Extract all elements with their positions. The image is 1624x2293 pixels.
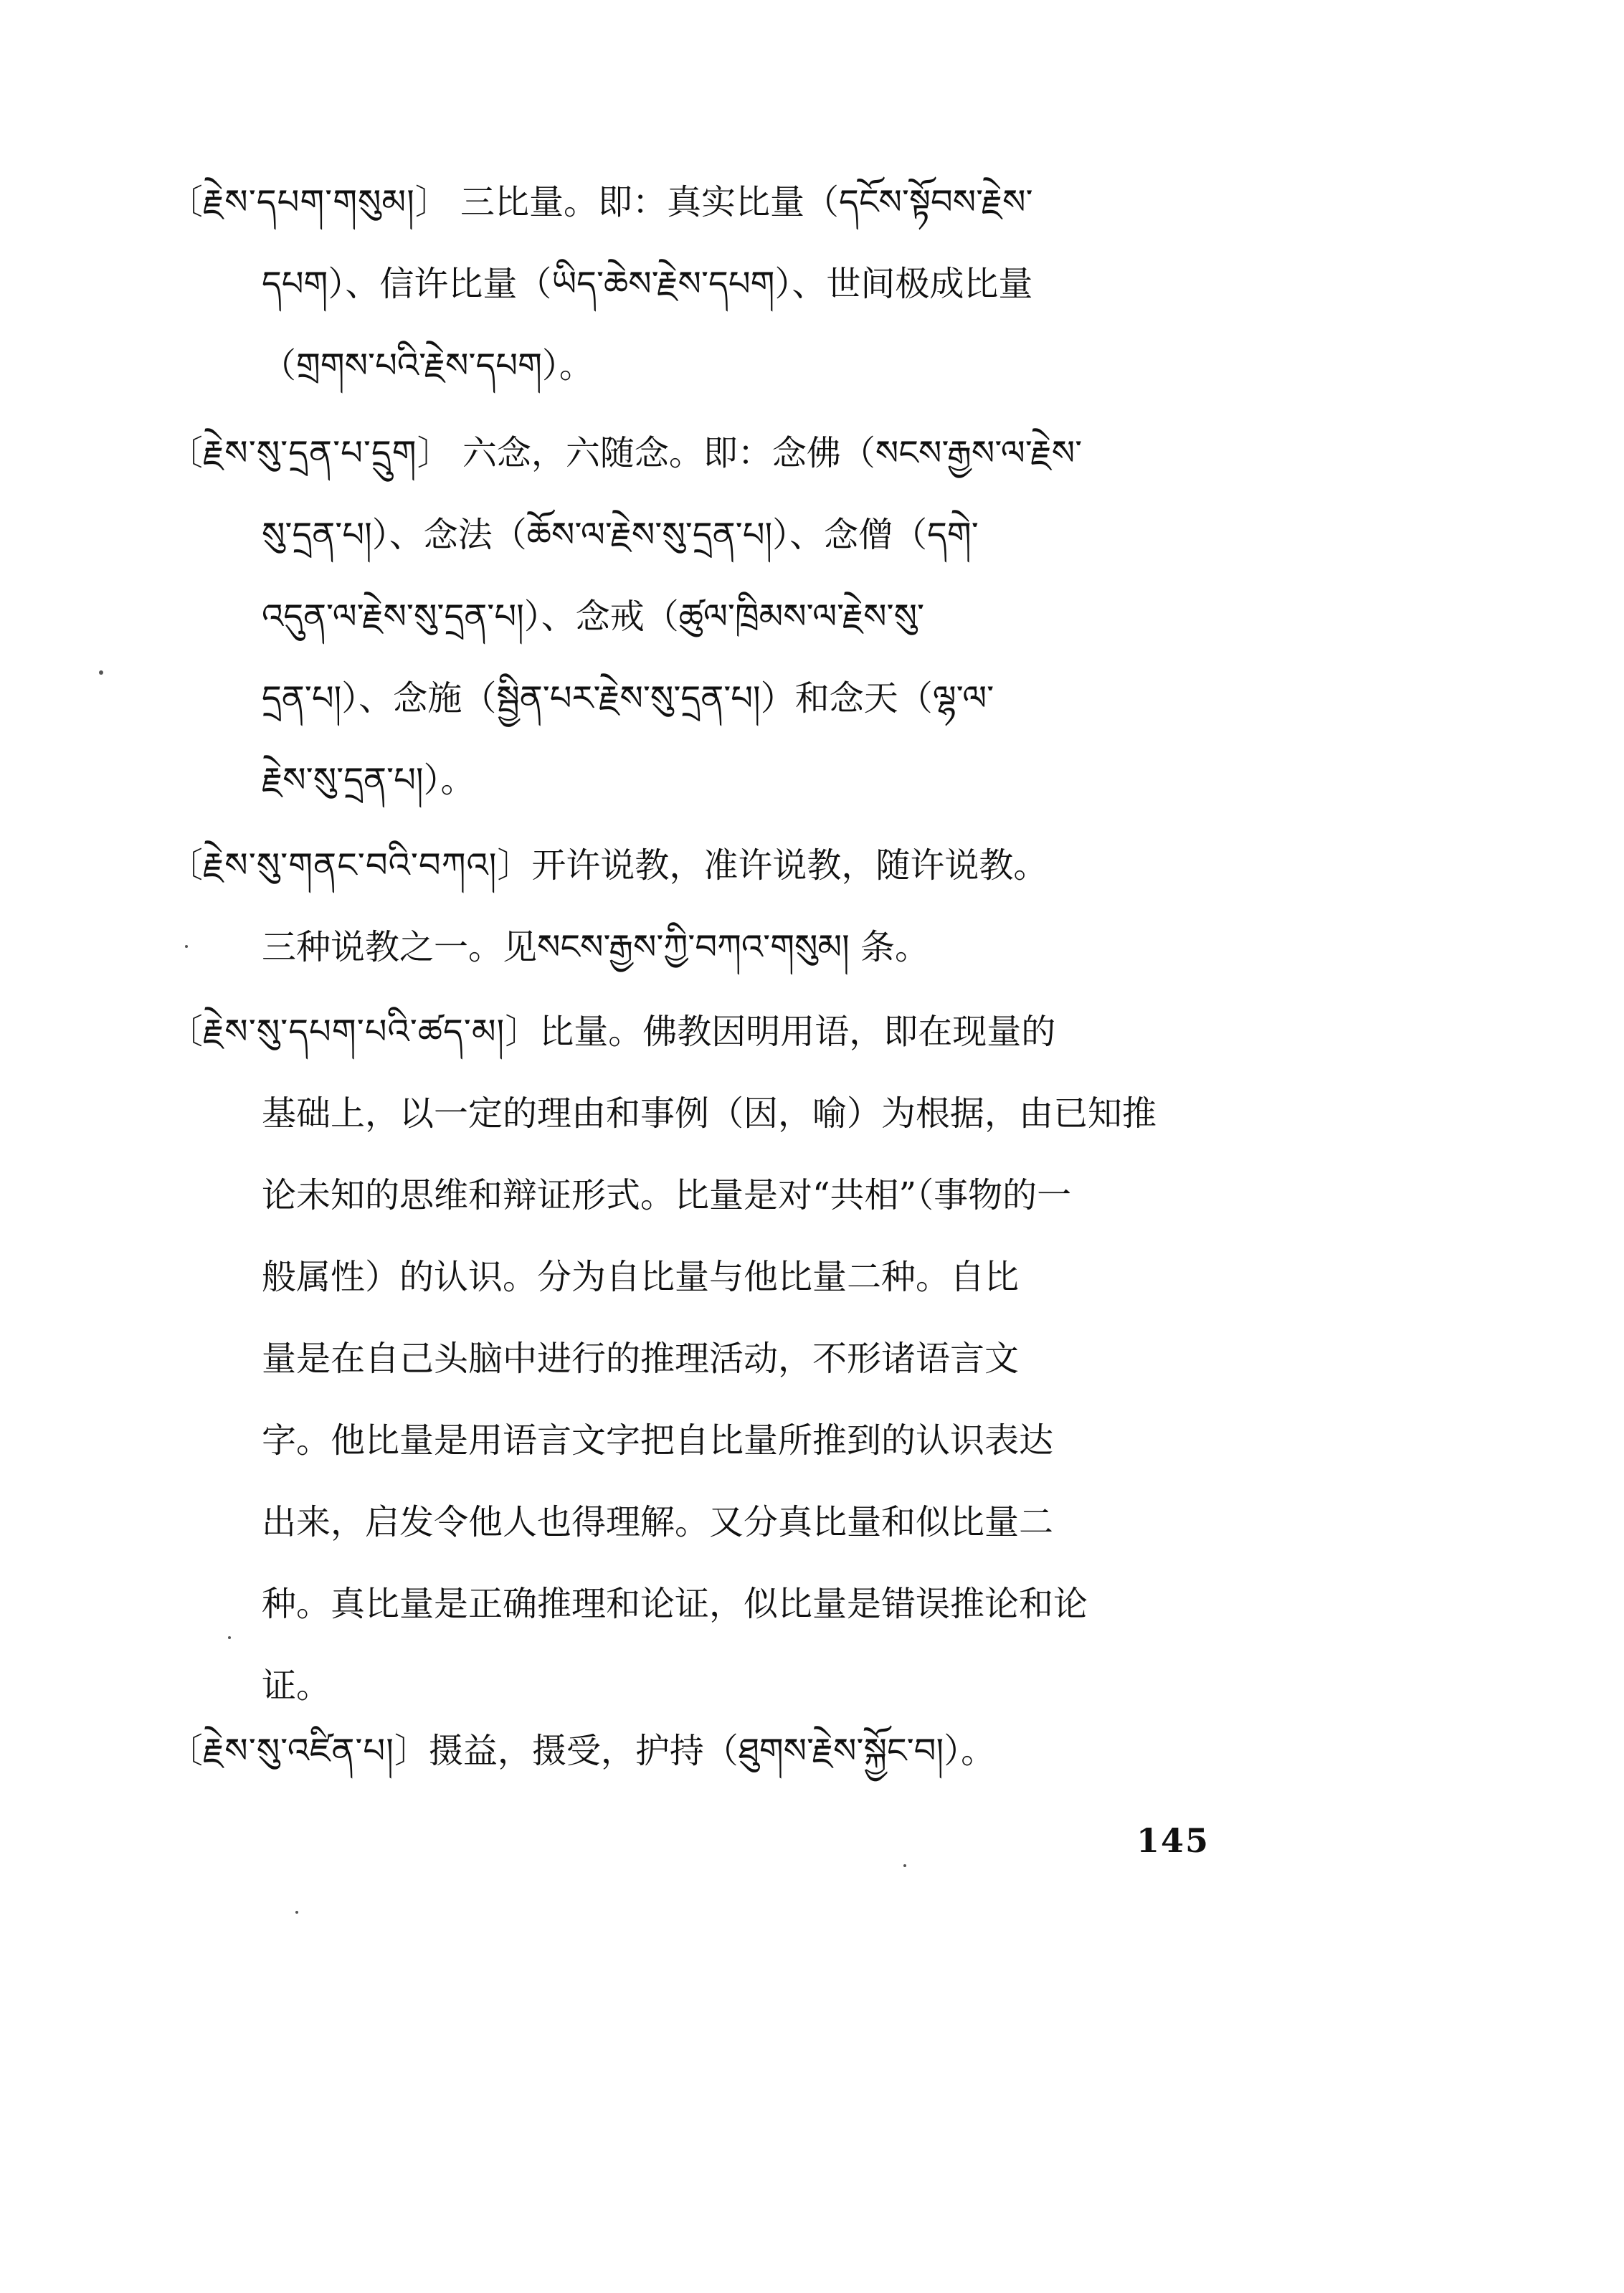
entry-text: 开许说教，准许说教，随许说教。	[531, 845, 1048, 886]
entry-headword: རྗེས་སུ་དྲན་པ་དྲུག	[203, 433, 417, 473]
entry-text: 摄益，摄受，护持（ཐུགས་རྗེས་སྐྱོང་བ།）。	[428, 1731, 996, 1771]
close-bracket: 〕	[394, 1731, 429, 1771]
entry-first-line	[168, 1710, 1258, 1792]
open-bracket: 〔	[168, 433, 204, 473]
entry-text: 三种说教之一。见སངས་རྒྱས་ཀྱི་བཀའ་གསུམ། 条。	[262, 927, 930, 967]
scan-speck	[99, 670, 103, 675]
scan-speck	[295, 1911, 298, 1914]
page-number: 145	[1136, 1821, 1210, 1860]
entry-text: （གྲགས་པའི་རྗེས་དཔག）。	[262, 346, 594, 386]
entry-first-line	[168, 825, 1258, 906]
entry-text: རྗེས་སུ་དྲན་པ།）。	[262, 760, 475, 800]
entry-text: 般属性）的认识。分为自比量与他比量二种。自比	[262, 1257, 1020, 1297]
entry-text: དྲན་པ།）、念施（སྦྱིན་པར་རྗེས་སུ་དྲན་པ།）和念天（ལྷ་ལ་	[262, 678, 994, 718]
entry-headword: རྗེས་དཔག་གསུམ།	[203, 182, 415, 222]
open-bracket: 〔	[168, 1731, 204, 1771]
dictionary-entry	[168, 161, 1258, 407]
entry-text: 三比量。即：真实比量（དངོས་སྟོབས་རྗེས་	[460, 182, 1033, 222]
entry-text: 基础上，以一定的理由和事例（因，喻）为根据，由已知推	[262, 1093, 1157, 1134]
entry-text: 出来，启发令他人也得理解。又分真比量和似比量二	[262, 1502, 1054, 1542]
scan-speck	[185, 945, 188, 948]
close-bracket: 〕	[414, 182, 450, 222]
entry-headword: རྗེས་སུ་གནང་བའི་བཀའ།	[203, 845, 498, 886]
entry-text: 证。	[262, 1666, 331, 1706]
entry-headword: རྗེས་སུ་དཔག་པའི་ཚད་མ།	[203, 1012, 505, 1052]
entry-text: 六念，六随念。即：念佛（སངས་རྒྱས་ལ་རྗེས་	[462, 433, 1083, 473]
entry-headword: རྗེས་སུ་འཛིན་པ།	[203, 1731, 394, 1771]
open-bracket: 〔	[168, 1012, 204, 1052]
close-bracket: 〕	[505, 1012, 540, 1052]
entry-text: འདུན་ལ་རྗེས་སུ་དྲན་པ།）、念戒（ཚུལ་ཁྲིམས་ལ་རྗེས་སུ་	[262, 597, 925, 637]
dictionary-entry	[168, 825, 1258, 988]
entry-first-line	[168, 412, 1258, 494]
dictionary-entry	[168, 1710, 1258, 1792]
scan-speck	[228, 1636, 231, 1639]
entry-text: སུ་དྲན་པ།）、念法（ཆོས་ལ་རྗེས་སུ་དྲན་པ།）、念僧（དགེ་	[262, 515, 979, 555]
entry-first-line	[168, 161, 1258, 243]
entry-text: 字。他比量是用语言文字把自比量所推到的认识表达	[262, 1420, 1054, 1461]
entry-text: 量是在自己头脑中进行的推理活动，不形诸语言文	[262, 1339, 1020, 1379]
entry-text: 论未知的思维和辩证形式。比量是对“共相”（事物的一	[262, 1175, 1072, 1215]
dictionary-entry	[168, 991, 1258, 1727]
close-bracket: 〕	[417, 433, 452, 473]
dictionary-entry	[168, 412, 1258, 821]
entry-text: 种。真比量是正确推理和论证，似比量是错误推论和论	[262, 1584, 1088, 1624]
entry-first-line	[168, 991, 1258, 1073]
entry-text: དཔག）、信许比量（ཡིད་ཆེས་རྗེས་དཔག）、世间极成比量	[262, 264, 1033, 304]
open-bracket: 〔	[168, 182, 204, 222]
open-bracket: 〔	[168, 845, 204, 886]
scan-speck	[903, 1864, 906, 1867]
close-bracket: 〕	[497, 845, 532, 886]
entry-text: 比量。佛教因明用语，即在现量的	[539, 1012, 1056, 1052]
